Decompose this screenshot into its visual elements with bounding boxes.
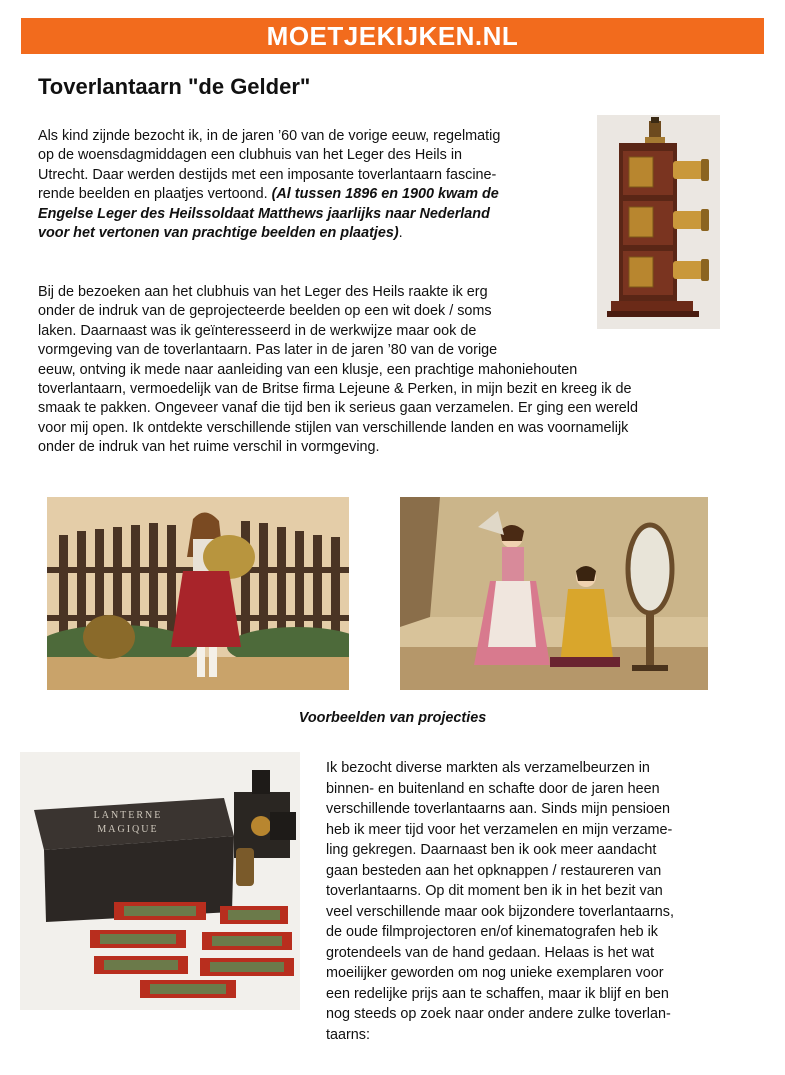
text-line: Utrecht. Daar werden destijds met een imposante toverlantaarn fascine- — [38, 166, 497, 183]
text-line: grotendeels van de hand gedaan. Helaas is het wat — [326, 944, 655, 961]
text-line: verschillende toverlantaarns aan. Sinds mijn pensioen — [326, 801, 670, 817]
projection-example-ladies-mirror — [400, 497, 708, 690]
text-line: vormgeving van de toverlantaarn. Pas later in de jaren ’80 van de vorige — [38, 342, 498, 359]
site-banner[interactable] — [21, 18, 764, 54]
text-line: gaan besteden aan het opknappen / restaureren van — [326, 862, 662, 879]
site-name: MOETJEKIJKEN.NL — [266, 21, 519, 51]
projection-slide-illustration — [400, 497, 708, 690]
text-line: Ik bezocht diverse markten als verzamelbeurzen in — [326, 760, 650, 776]
text-line: Bij de bezoeken aan het clubhuis van het Leger des Heils raakte ik erg — [38, 284, 488, 300]
image-caption: Voorbeelden van projecties — [298, 710, 487, 726]
lantern-box-illustration — [20, 752, 300, 1010]
text-line: de oude filmprojectoren en/of kinematografen heb ik — [326, 924, 658, 940]
markets-paragraph — [326, 758, 746, 1045]
text-line: heb ik meer tijd voor het verzamelen en mijn verzame- — [326, 821, 673, 838]
text-line: ling gekregen. Daarnaast ben ik ook meer aandacht — [326, 842, 657, 858]
historical-note: voor het vertonen van prachtige beelden en plaatjes) — [38, 225, 399, 242]
text-segment: rende beelden en plaatjes vertoond. — [38, 186, 272, 203]
text-line-mixed — [38, 224, 583, 243]
text-line: binnen- en buitenland en schafte door de jaren heen — [326, 780, 660, 797]
text-line: Als kind zijnde bezocht ik, in de jaren ’60 van de vorige eeuw, regelmatig — [38, 128, 501, 144]
text-line: op de woensdagmiddagen een clubhuis van het Leger des Heils in — [38, 147, 463, 164]
text-line: taarns: — [326, 1026, 370, 1043]
box-label-line2: MAGIQUE — [97, 824, 159, 835]
historical-note: (Al tussen 1896 en 1900 kwam de — [271, 186, 499, 203]
text-line: smaak te pakken. Ongeveer vanaf die tijd ben ik serieus gaan verzamelen. Er ging een wereld — [38, 400, 638, 417]
page-title: Toverlantaarn "de Gelder" — [38, 74, 311, 99]
text-line: laken. Daarnaast was ik geïnteresseerd in de werkwijze maar ook de — [38, 322, 477, 339]
text-line: toverlantaarn, vermoedelijk van de Britse firma Lejeune & Perken, in mijn bezit en kreeg ik de — [38, 381, 632, 398]
projection-example-girl-pumpkin — [47, 497, 349, 690]
text-line: onder de indruk van het ruime verschil in vormgeving. — [38, 439, 380, 456]
text-segment: . — [398, 225, 403, 242]
text-line-mixed — [38, 185, 583, 204]
intro-paragraph — [38, 127, 583, 243]
text-line: veel verschillende maar ook bijzondere toverlantaarns, — [326, 903, 674, 920]
text-line: toverlantaarns. Op dit moment ben ik in het bezit van — [326, 883, 663, 899]
collecting-paragraph — [38, 283, 738, 458]
text-line: nog steeds op zoek naar onder andere zulke toverlan- — [326, 1006, 671, 1022]
projection-slide-illustration — [47, 497, 349, 690]
text-line: onder de indruk van de geprojecteerde beelden op een wit doek / soms — [38, 303, 492, 320]
text-line: moeilijker geworden om nog unieke exemplaren voor — [326, 965, 664, 981]
box-label-line1: LANTERNE — [93, 810, 163, 821]
text-line: voor mij open. Ik ontdekte verschillende stijlen van verschillende landen en was voornamelijk — [38, 419, 629, 436]
text-line: een redelijke prijs aan te schaffen, maar ik blijf en ben — [326, 985, 669, 1002]
text-line: eeuw, ontving ik mede naar aanleiding van een klusje, een prachtige mahoniehouten — [38, 361, 578, 378]
historical-note: Engelse Leger des Heilssoldaat Matthews jaarlijks naar Nederland — [38, 205, 490, 222]
lanterne-magique-box-photo — [20, 752, 300, 1010]
